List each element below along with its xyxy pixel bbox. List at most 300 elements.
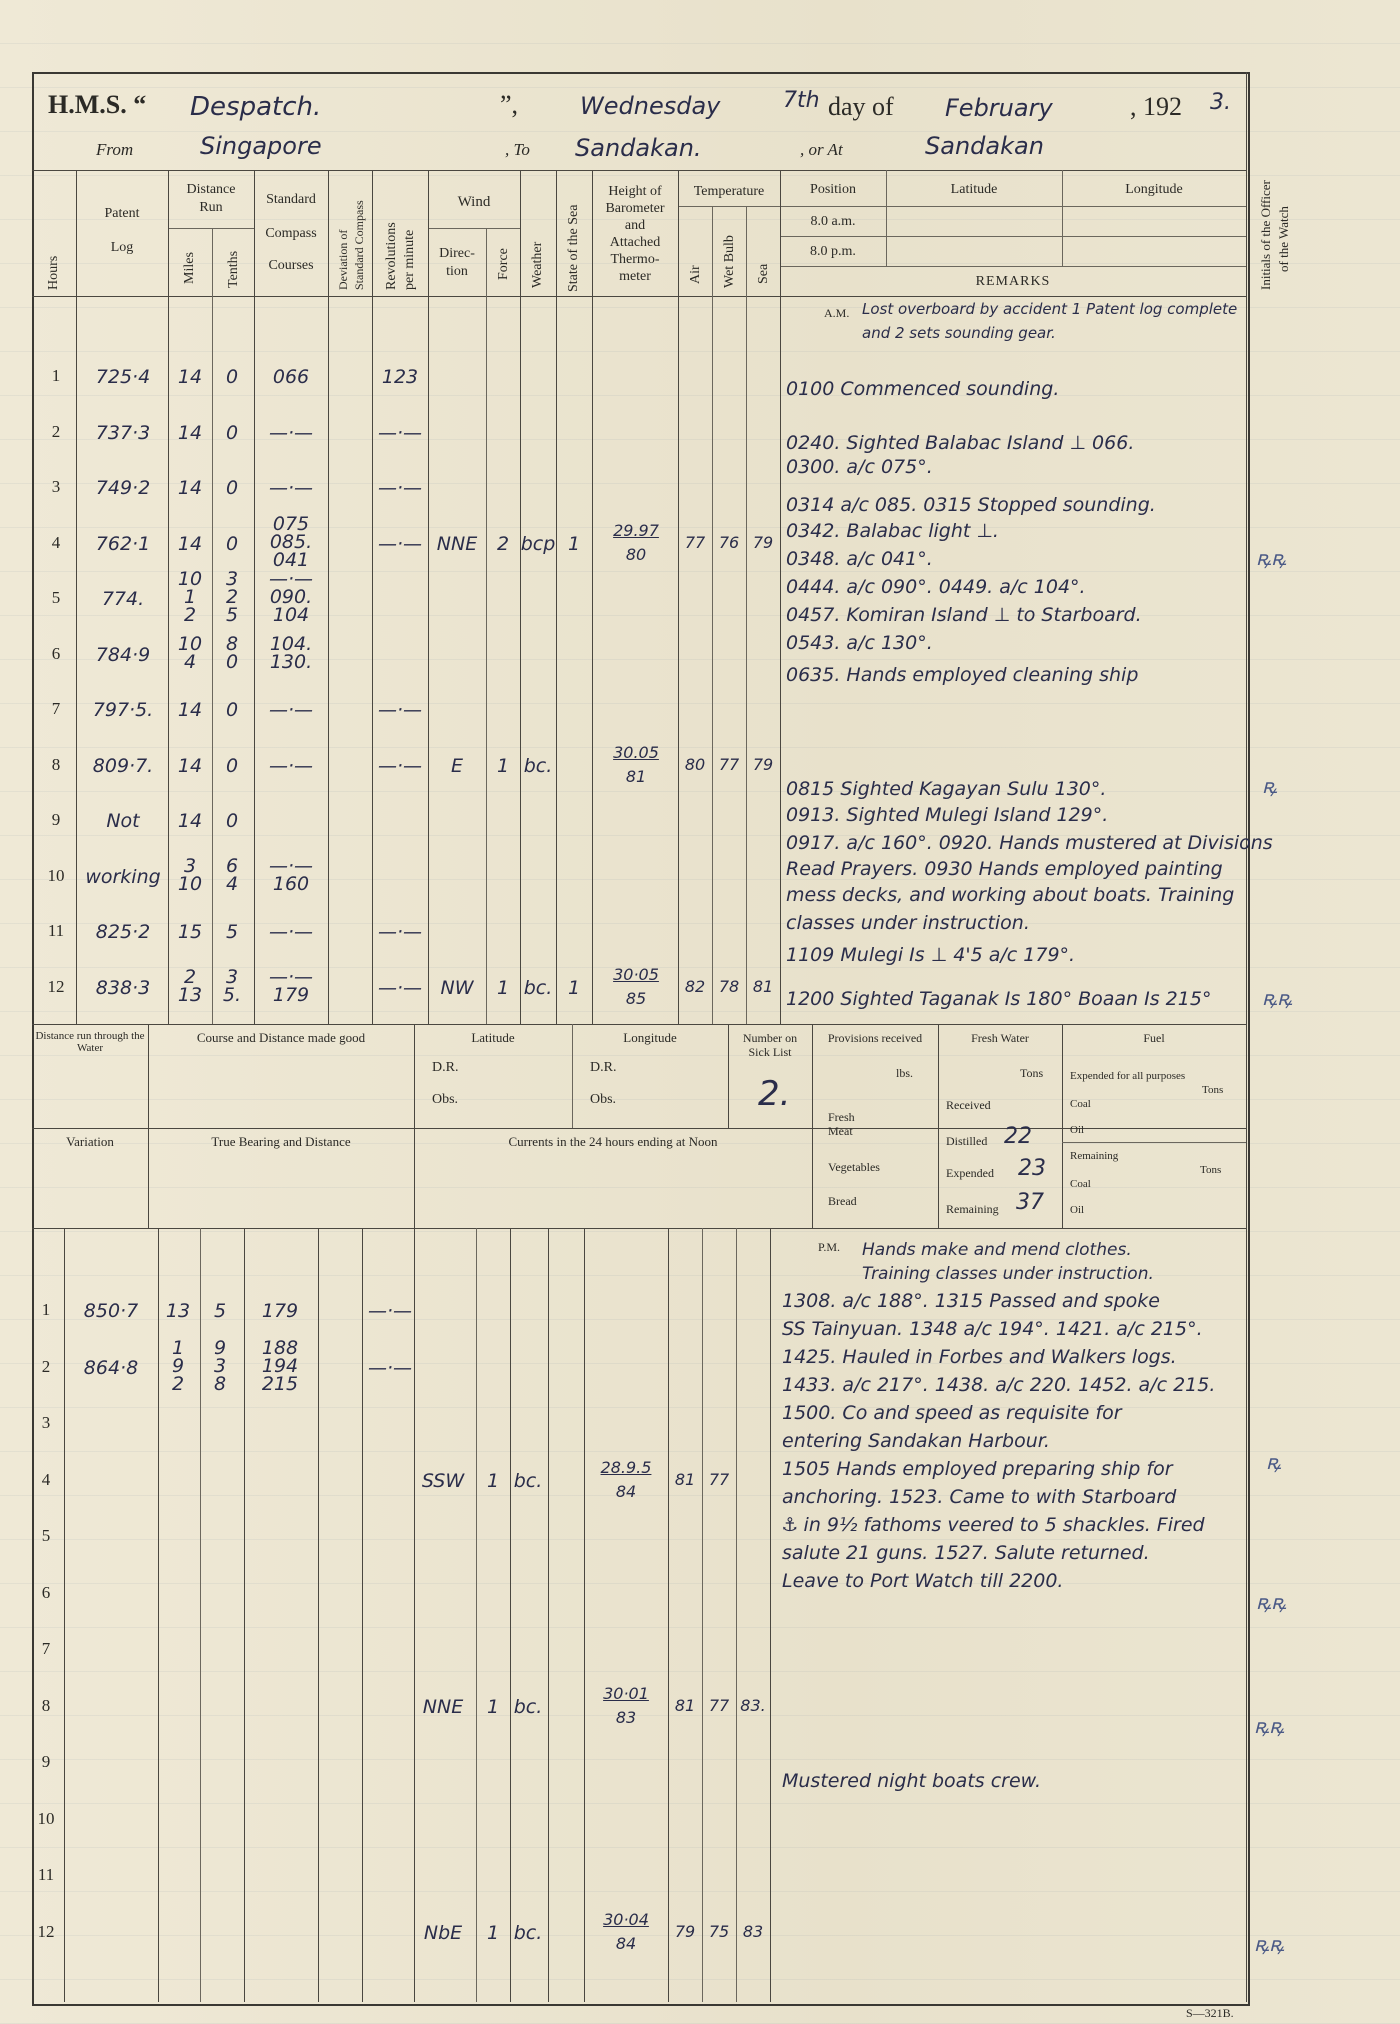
remark-line: 0240. Sighted Balabac Island ⊥ 066.	[786, 432, 1135, 454]
fuel-oil-label-1: Oil	[1070, 1124, 1085, 1136]
pm-vl-wind	[510, 1228, 511, 2002]
noon-vl-5	[812, 1024, 813, 1228]
remark-line: entering Sandakan Harbour.	[782, 1430, 1050, 1452]
hour-number: 10	[47, 865, 65, 885]
hour-number: 2	[51, 421, 61, 441]
pm-vl-dev	[362, 1228, 363, 2002]
hour-number: 11	[47, 921, 65, 940]
hour-number: 9	[41, 1752, 51, 1771]
direction-header-2: tion	[446, 264, 468, 279]
tenths-value: 8 0	[225, 632, 239, 673]
latitude-header: Latitude	[950, 182, 998, 197]
tenths-header: Tenths	[226, 250, 241, 288]
wind-direction-value: E	[450, 754, 463, 777]
air-temp-value: 79	[674, 1921, 696, 1941]
pm-vl-air	[702, 1228, 703, 2002]
vl-air	[712, 206, 713, 1024]
bread-label: Bread	[828, 1194, 857, 1208]
course-value: —·—	[268, 699, 314, 721]
from-label: From	[96, 140, 134, 159]
wind-header: Wind	[457, 194, 491, 210]
tenths-value: 0	[225, 366, 239, 388]
hour-number: 9	[51, 810, 61, 829]
distance-header-1: Distance	[186, 182, 236, 197]
course-value: —·—	[268, 421, 314, 444]
pm-vl-state	[584, 1228, 585, 2002]
hour-number: 10	[37, 1808, 55, 1828]
vl-state	[592, 170, 593, 1024]
revolutions-value: —·—	[377, 921, 423, 943]
remark-line: Hands make and mend clothes.	[862, 1240, 1132, 1260]
remark-line: 1505 Hands employed preparing ship for	[782, 1458, 1173, 1480]
wind-direction-value: NNE	[422, 1695, 464, 1718]
compass-header-1: Standard	[266, 192, 316, 207]
provisions-label: Provisions received	[827, 1031, 923, 1045]
vl-weather	[556, 170, 557, 1024]
at-value: Sandakan	[925, 132, 1044, 160]
weather-header: Weather	[530, 241, 545, 288]
wind-direction-value: NbE	[423, 1921, 463, 1944]
noon-mid-line	[32, 1128, 1246, 1129]
revolutions-value: 123	[381, 366, 419, 388]
vl-wet	[746, 206, 747, 1024]
baro-header-6: meter	[619, 269, 651, 284]
noon-latitude-label: Latitude	[471, 1030, 515, 1045]
wet-bulb-value: 75	[708, 1921, 730, 1941]
wet-bulb-value: 77	[708, 1695, 730, 1715]
remark-line: 0457. Komiran Island ⊥ to Starboard.	[786, 604, 1142, 626]
direction-header-1: Direc-	[439, 246, 475, 261]
tenths-value: 0	[225, 477, 239, 499]
revolutions-header-2: per minute	[402, 229, 417, 290]
pm-vl-revs	[414, 1228, 415, 2002]
hours-header: Hours	[46, 255, 61, 290]
distilled-value: 22	[1004, 1124, 1032, 1149]
thermometer-value: 84	[615, 1481, 637, 1501]
wind-force-value: 2	[496, 532, 510, 555]
fuel-sub-line	[1062, 1142, 1246, 1143]
wind-force-value: 1	[486, 1921, 500, 1944]
miles-value: 14	[177, 699, 203, 721]
air-temp-value: 77	[684, 532, 706, 552]
tenths-value: 0	[225, 810, 239, 832]
compass-header-3: Courses	[268, 258, 314, 273]
noon-lat-obs: Obs.	[432, 1092, 459, 1107]
expended-value: 23	[1018, 1156, 1046, 1181]
patent-log-value: 850·7	[83, 1300, 139, 1322]
close-quote: ”,	[500, 90, 519, 119]
hour-number: 6	[51, 643, 61, 663]
revolutions-value: —·—	[377, 976, 423, 999]
pm-vl-direction	[476, 1228, 477, 2002]
remark-line: 0635. Hands employed cleaning ship	[786, 664, 1139, 686]
tenths-value: 0	[225, 421, 239, 444]
hour-number: 3	[41, 1413, 51, 1432]
noon-lat-dr: D.R.	[432, 1060, 459, 1075]
vl-courses	[328, 170, 329, 1024]
course-value: —·—	[268, 921, 314, 943]
tenths-value: 5	[225, 921, 239, 943]
remarks-header: REMARKS	[975, 274, 1051, 289]
baro-header-4: Attached	[609, 235, 661, 250]
from-value: Singapore	[200, 132, 322, 160]
tenths-value: 0	[225, 754, 239, 777]
weekday: Wednesday	[580, 92, 721, 120]
hour-number: 4	[51, 532, 61, 552]
position-sub-line1	[780, 206, 1246, 207]
ship-name: Despatch.	[190, 92, 322, 122]
remark-line: SS Tainyuan. 1348 a/c 194°. 1421. a/c 215°.	[782, 1318, 1203, 1340]
fuel-oil-label-2: Oil	[1070, 1204, 1085, 1216]
sea-state-value: 1	[567, 976, 581, 999]
remaining-label: Remaining	[946, 1202, 999, 1216]
baro-header-3: and	[624, 218, 646, 233]
patent-log-value: 725·4	[95, 366, 151, 388]
air-header: Air	[688, 265, 703, 284]
weather-value: bc.	[513, 1695, 543, 1718]
temp-sub-line	[678, 206, 780, 207]
remark-line: 0314 a/c 085. 0315 Stopped sounding.	[786, 494, 1156, 516]
air-temp-value: 81	[674, 1695, 696, 1715]
remark-line: 0913. Sighted Mulegi Island 129°.	[786, 804, 1109, 826]
weather-value: bc.	[513, 1921, 543, 1944]
sea-temp-value: 83	[742, 1921, 764, 1941]
patent-log-value: 762·1	[95, 532, 151, 555]
revolutions-value: —·—	[367, 1300, 413, 1322]
lbs-label: lbs.	[896, 1066, 914, 1080]
tenths-value: 0	[225, 699, 239, 721]
course-value: —·— 160	[268, 854, 314, 895]
distance-sub-line	[168, 228, 254, 229]
noon-vl-1	[148, 1024, 149, 1228]
sick-list-value: 2.	[758, 1074, 791, 1114]
remark-line: 0444. a/c 090°. 0449. a/c 104°.	[786, 576, 1086, 598]
remark-line: 1200 Sighted Taganak Is 180° Boaan Is 215°	[786, 988, 1212, 1010]
fuel-coal-label-1: Coal	[1070, 1098, 1091, 1110]
thermometer-value: 83	[615, 1707, 637, 1727]
hour-number: 7	[51, 699, 61, 718]
tenths-value: 6 4	[225, 854, 239, 895]
course-value: 188 194 215	[261, 1336, 299, 1395]
miles-value: 14	[177, 477, 203, 499]
air-temp-value: 82	[684, 976, 706, 996]
sick-list-label-1: Number on	[742, 1031, 798, 1045]
am-time-label: 8.0 a.m.	[810, 214, 856, 229]
fuel-expended-label: Expended for all purposes	[1070, 1070, 1186, 1082]
initials-header-2: of the Watch	[1276, 206, 1291, 272]
to-value: Sandakan.	[575, 134, 702, 162]
remark-line: 0815 Sighted Kagayan Sulu 130°.	[786, 778, 1107, 800]
revolutions-value: —·—	[377, 477, 423, 499]
tenths-value: 5	[213, 1300, 227, 1322]
currents-label: Currents in the 24 hours ending at Noon	[508, 1134, 718, 1149]
force-header: Force	[496, 248, 511, 280]
patent-log-value: Not	[106, 810, 140, 832]
hour-number: 6	[41, 1582, 51, 1602]
am-body-bottom-line	[32, 1024, 1246, 1025]
fuel-label: Fuel	[1143, 1031, 1165, 1045]
noon-longitude-label: Longitude	[623, 1030, 677, 1045]
initials-signature-2: ꝶ	[1262, 774, 1278, 798]
remark-line: Leave to Port Watch till 2200.	[782, 1570, 1064, 1592]
vl-remarks-right	[1246, 72, 1247, 2002]
wind-force-value: 1	[496, 754, 510, 777]
wind-force-value: 1	[486, 1695, 500, 1718]
wind-force-value: 1	[496, 976, 510, 999]
tenths-value: 3 2 5	[225, 568, 239, 626]
weather-value: bcp	[520, 532, 556, 555]
vl-dev	[372, 170, 373, 1024]
course-value: —·— 090. 104	[268, 568, 314, 626]
vl-temp	[780, 170, 781, 1024]
hour-number: 1	[51, 366, 61, 385]
tenths-value: 0	[225, 532, 239, 555]
pm-time-label: 8.0 p.m.	[810, 244, 856, 259]
sea-temp-value: 79	[752, 754, 774, 774]
remaining-value: 37	[1016, 1190, 1044, 1215]
position-sub-line2	[780, 236, 1246, 237]
deviation-header-2: Standard Compass	[352, 200, 366, 290]
pm-label: P.M.	[818, 1240, 841, 1254]
sea-temp-value: 79	[752, 532, 774, 552]
course-value: 066	[272, 366, 310, 388]
remark-line: Lost overboard by accident 1 Patent log complete	[862, 300, 1238, 318]
revolutions-value: —·—	[367, 1356, 413, 1379]
miles-value: 15	[177, 921, 203, 943]
state-sea-header: State of the Sea	[566, 204, 581, 292]
remark-line: 0300. a/c 075°.	[786, 456, 933, 478]
wind-sub-line	[428, 228, 520, 229]
miles-value: 10 4	[177, 632, 203, 673]
year-suffix: 3.	[1210, 90, 1231, 115]
noon-vl-7	[1062, 1024, 1063, 1228]
fresh-meat-label-2: Meat	[828, 1124, 853, 1138]
hour-number: 2	[41, 1356, 51, 1376]
remark-line: 1500. Co and speed as requisite for	[782, 1402, 1122, 1424]
temperature-header: Temperature	[693, 184, 765, 199]
remark-line: 1109 Mulegi Is ⊥ 4'5 a/c 179°.	[786, 944, 1076, 966]
hour-number: 11	[37, 1865, 55, 1884]
course-value: —·—	[268, 477, 314, 499]
true-bearing-label: True Bearing and Distance	[211, 1134, 351, 1149]
barometer-value: 30.05	[613, 742, 659, 762]
vl-revs	[428, 170, 429, 1024]
miles-value: 14	[177, 754, 203, 777]
miles-value: 14	[177, 532, 203, 555]
distance-header-2: Run	[199, 200, 223, 215]
barometer-value: 30·01	[603, 1683, 649, 1703]
hour-number: 5	[51, 588, 61, 607]
patent-log-value: 749·2	[95, 477, 151, 499]
patent-log-value: 864·8	[83, 1356, 139, 1379]
initials-signature-5: ꝶꝶ	[1256, 1590, 1287, 1614]
tenths-value: 3 5.	[222, 965, 242, 1006]
sea-temp-value: 83.	[740, 1695, 766, 1715]
distance-water-label: Distance run through the Water	[35, 1030, 145, 1054]
miles-header: Miles	[182, 252, 197, 284]
remark-line: classes under instruction.	[786, 912, 1030, 934]
remark-line: 1308. a/c 188°. 1315 Passed and spoke	[782, 1290, 1160, 1312]
hour-number: 8	[41, 1695, 51, 1715]
fresh-water-label: Fresh Water	[971, 1031, 1029, 1045]
hour-number: 8	[51, 754, 61, 774]
hour-number: 7	[41, 1639, 51, 1658]
noon-bottom-line	[32, 1228, 1246, 1229]
hour-number: 1	[41, 1300, 51, 1319]
fuel-tons-label-2: Tons	[1200, 1164, 1222, 1176]
air-temp-value: 80	[684, 754, 706, 774]
course-made-good-label: Course and Distance made good	[196, 1030, 366, 1045]
course-value: 075 085. 041	[269, 512, 313, 571]
wind-direction-value: NW	[440, 976, 474, 999]
patent-log-value: 784·9	[95, 643, 151, 666]
remark-line: salute 21 guns. 1527. Salute returned.	[782, 1542, 1150, 1564]
miles-value: 14	[177, 366, 203, 388]
remark-line: ⚓ in 9½ fathoms veered to 5 shackles. Fired	[782, 1514, 1205, 1536]
remark-line: 0543. a/c 130°.	[786, 632, 933, 654]
sick-list-label-2: Sick List	[748, 1045, 792, 1059]
baro-header-5: Thermo-	[610, 252, 660, 267]
remark-line: and 2 sets sounding gear.	[862, 324, 1056, 342]
fuel-tons-label-1: Tons	[1202, 1084, 1224, 1096]
thermometer-value: 81	[625, 766, 647, 786]
vl-baro	[678, 170, 679, 1024]
am-label: A.M.	[824, 306, 850, 320]
at-label: , or At	[800, 140, 843, 159]
thermometer-value: 85	[625, 988, 647, 1008]
remark-line: 0348. a/c 041°.	[786, 548, 933, 570]
month: February	[945, 94, 1053, 122]
table-top-line	[32, 170, 1246, 171]
miles-value: 14	[177, 810, 203, 832]
day-of-label: day of	[828, 92, 894, 121]
hour-number: 3	[51, 477, 61, 496]
form-number: S—321B.	[1186, 2006, 1234, 2020]
initials-signature-7: ꝶꝶ	[1254, 1932, 1285, 1956]
remark-line: 1433. a/c 217°. 1438. a/c 220. 1452. a/c 215.	[782, 1374, 1216, 1396]
received-label: Received	[946, 1098, 991, 1112]
pm-vl-hours	[64, 1228, 65, 2002]
patent-log-value: working	[85, 865, 161, 888]
weather-value: bc.	[523, 754, 553, 777]
miles-value: 13	[165, 1300, 191, 1322]
expended-label: Expended	[946, 1166, 994, 1180]
patent-log-value: 774.	[101, 588, 145, 610]
miles-value: 10 1 2	[177, 568, 203, 626]
sea-state-value: 1	[567, 532, 581, 555]
position-sub-line3	[780, 266, 1246, 267]
hour-number: 4	[41, 1469, 51, 1489]
initials-signature-1: ꝶꝶ	[1256, 546, 1287, 570]
revolutions-value: —·—	[377, 699, 423, 721]
ship-prefix: H.M.S. “	[48, 90, 147, 119]
deviation-header-1: Deviation of	[336, 229, 350, 290]
pm-vl-courses	[318, 1228, 319, 2002]
sea-temp-header: Sea	[756, 263, 771, 284]
weather-value: bc.	[523, 976, 553, 999]
remark-line: 0917. a/c 160°. 0920. Hands mustered at Divisions	[786, 832, 1273, 854]
pm-vl-weather	[548, 1228, 549, 2002]
barometer-value: 28.9.5	[600, 1457, 652, 1477]
wind-force-value: 1	[486, 1469, 500, 1492]
barometer-value: 30·04	[603, 1909, 649, 1929]
wind-direction-value: SSW	[421, 1469, 465, 1492]
fuel-remaining-label: Remaining	[1070, 1150, 1119, 1162]
patent-log-value: 825·2	[95, 921, 151, 943]
initials-signature-3: ꝶꝶ	[1262, 986, 1293, 1010]
noon-vl-6	[938, 1024, 939, 1228]
vl-log	[168, 170, 169, 1024]
variation-label: Variation	[66, 1134, 114, 1149]
year-prefix: , 192	[1130, 92, 1182, 121]
tenths-value: 9 3 8	[213, 1336, 227, 1395]
revolutions-value: —·—	[377, 421, 423, 444]
initials-signature-4: ꝶ	[1266, 1450, 1282, 1474]
revolutions-header-1: Revolutions	[384, 222, 399, 290]
revolutions-value: —·—	[377, 532, 423, 555]
vl-wind	[520, 170, 521, 1024]
noon-lon-obs: Obs.	[590, 1092, 617, 1107]
remark-line: mess decks, and working about boats. Training	[786, 884, 1235, 906]
thermometer-value: 84	[615, 1933, 637, 1953]
position-header: Position	[810, 182, 856, 197]
weather-value: bc.	[513, 1469, 543, 1492]
remark-line: 1425. Hauled in Forbes and Walkers logs.	[782, 1346, 1177, 1368]
water-tons-label: Tons	[1020, 1066, 1044, 1080]
distilled-label: Distilled	[946, 1134, 988, 1148]
thermometer-value: 80	[625, 544, 647, 564]
course-value: —·— 179	[268, 965, 314, 1006]
compass-header-2: Compass	[265, 226, 317, 241]
course-value: —·—	[268, 754, 314, 777]
remark-line: 0100 Commenced sounding.	[786, 378, 1060, 400]
miles-value: 1 9 2	[171, 1336, 185, 1395]
vegetables-label: Vegetables	[828, 1160, 880, 1174]
remark-line: anchoring. 1523. Came to with Starboard	[782, 1486, 1177, 1508]
am-header-bottom-line	[32, 296, 1246, 297]
patent-log-value: 737·3	[95, 421, 151, 444]
fuel-coal-label-2: Coal	[1070, 1178, 1091, 1190]
patent-log-header-2: Log	[110, 240, 134, 255]
vl-miles	[212, 228, 213, 1024]
remark-line: Mustered night boats crew.	[782, 1770, 1042, 1792]
barometer-value: 29.97	[613, 520, 659, 540]
revolutions-value: —·—	[377, 754, 423, 777]
wind-direction-value: NNE	[436, 532, 478, 555]
sea-temp-value: 81	[752, 976, 774, 996]
vl-hours	[76, 170, 77, 1024]
initials-signature-6: ꝶꝶ	[1254, 1714, 1285, 1738]
noon-lon-dr: D.R.	[590, 1060, 617, 1075]
wet-bulb-value: 77	[718, 754, 740, 774]
wet-bulb-value: 78	[718, 976, 740, 996]
noon-vl-2	[414, 1024, 415, 1228]
wet-bulb-value: 77	[708, 1469, 730, 1489]
day-number: 7th	[783, 88, 820, 113]
pm-vl-wet	[736, 1228, 737, 2002]
to-label: , To	[505, 140, 530, 159]
fresh-meat-label-1: Fresh	[828, 1110, 855, 1124]
patent-log-value: 838·3	[95, 976, 151, 999]
miles-value: 2 13	[177, 965, 203, 1006]
air-temp-value: 81	[674, 1469, 696, 1489]
miles-value: 3 10	[177, 854, 203, 895]
course-value: 179	[261, 1300, 299, 1322]
hour-number: 12	[37, 1921, 55, 1941]
initials-header-1: Initials of the Officer	[1258, 180, 1273, 290]
pm-vl-baro	[668, 1228, 669, 2002]
hour-number: 12	[47, 976, 65, 996]
